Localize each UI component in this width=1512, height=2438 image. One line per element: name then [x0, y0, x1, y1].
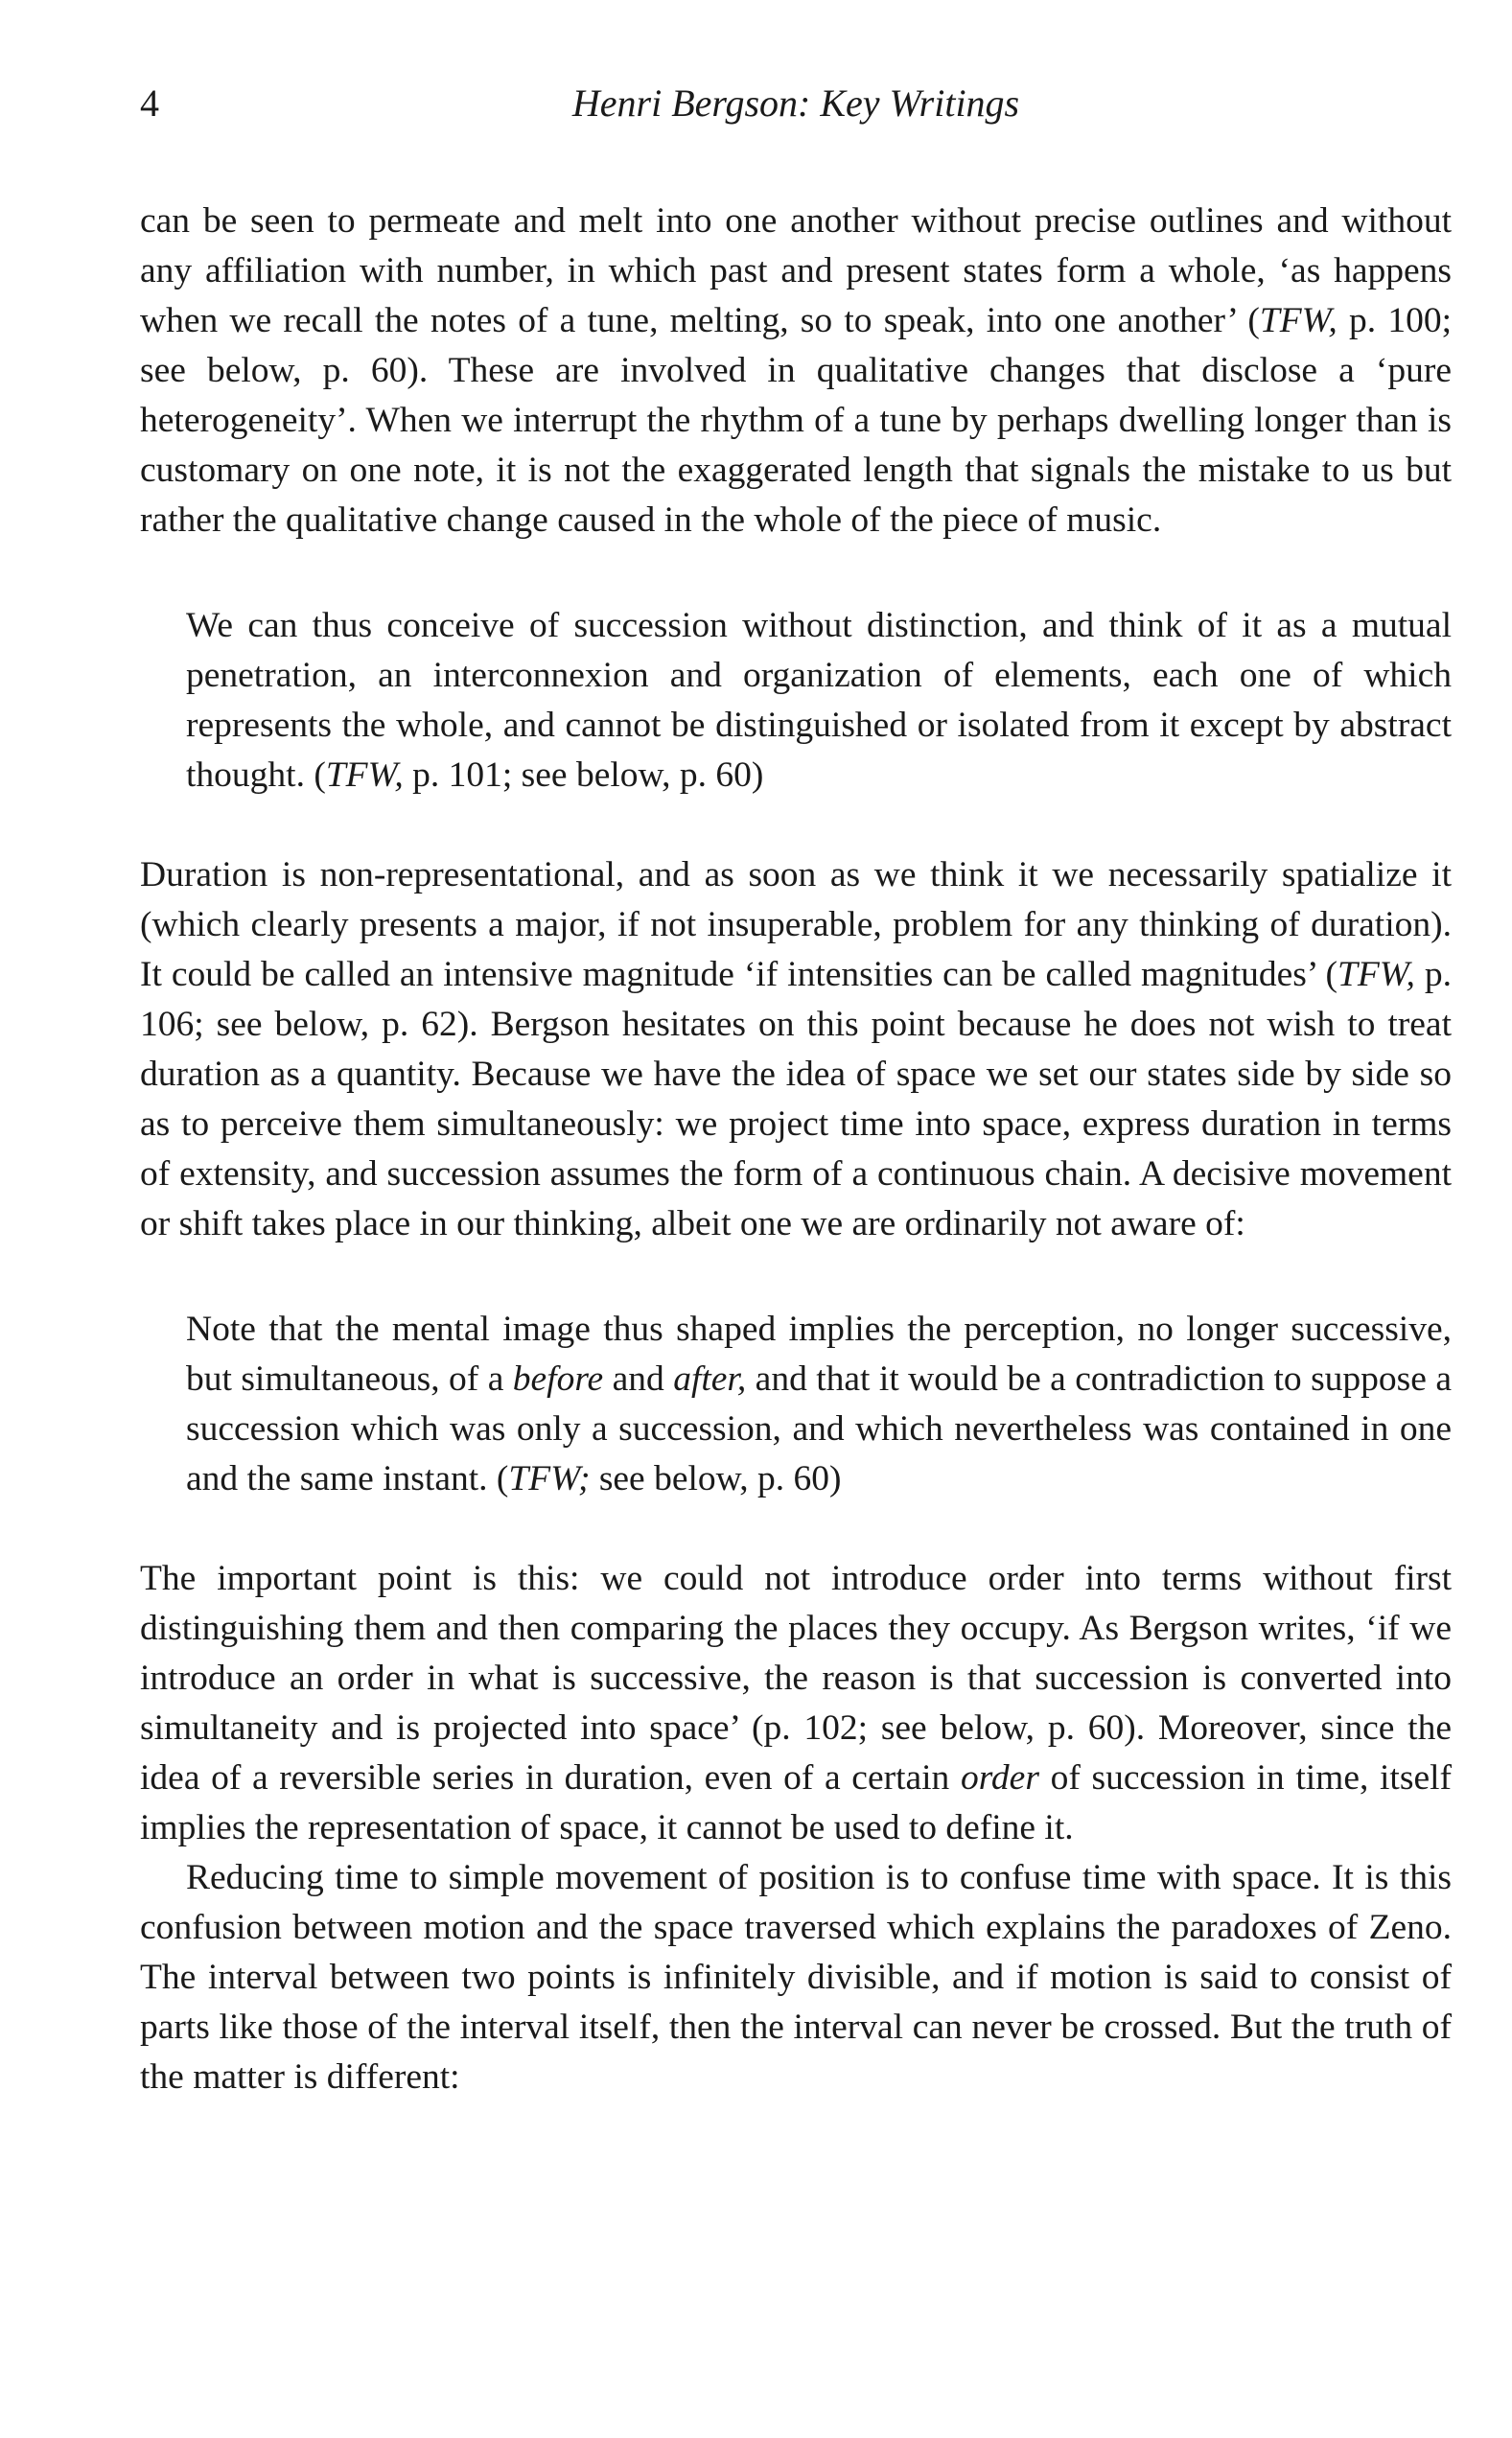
- paragraph-3-emphasis-order: order: [960, 1758, 1039, 1798]
- paragraph-1-text-b: p. 100; see below, p. 60). These are involved in qualitative changes that disclose a ‘pure heterogeneity’. When we interrupt the rhythm of a tune by perhaps dwelling longer than is customary on one note, it is not the exaggerated length that signals the mistake to us but rather the qualitative change caused in the whole of the piece of music.: [140, 301, 1452, 540]
- paragraph-3-text-b: of succession in time, itself implies the representation of space, it cannot be used to define it.: [140, 1758, 1452, 1847]
- paragraph-2: [140, 850, 1452, 1249]
- paragraph-1: [140, 197, 1452, 546]
- running-title: Henri Bergson: Key Writings: [571, 81, 1020, 125]
- paragraph-2-citation: TFW,: [1337, 955, 1415, 994]
- block-quote-2-text-b: and: [603, 1359, 674, 1399]
- block-quote-1-text-b: p. 101; see below, p. 60): [403, 755, 764, 795]
- block-quote-1: [186, 601, 1452, 801]
- block-quote-2-text-d: see below, p. 60): [590, 1459, 842, 1498]
- block-quote-2-emphasis-before: before: [512, 1359, 604, 1399]
- paragraph-2-text-a: Duration is non-representational, and as soon as we think it we necessarily spatialize it (which clearly presents a major, if not insuperable, problem for any thinking of duration). It could be called an intensive magnitude ‘if intensities can be called magnitudes’ (: [140, 855, 1452, 994]
- paragraph-1-citation: TFW,: [1259, 301, 1338, 340]
- paragraph-3: [140, 1554, 1452, 1853]
- paragraph-4: Reducing time to simple movement of position is to confuse time with space. It is this confusion between motion and the space traversed which explains the paradoxes of Zeno. The interval between two points is infinitely divisible, and if motion is said to consist of parts like those of the interval itself, then the interval can never be crossed. But the truth of the matter is different:: [140, 1858, 1452, 2097]
- block-quote-1-citation: TFW,: [325, 755, 404, 795]
- page-number: 4: [140, 81, 159, 125]
- block-quote-2-text-a: Note that the mental image thus shaped implies the perception, no longer successive, but simultaneous, of a: [186, 1310, 1452, 1399]
- paragraph-2-text-b: p. 106; see below, p. 62). Bergson hesitates on this point because he does not wish to treat duration as a quantity. Because we have the idea of space we set our states side by side so as to perceive them simultaneously: we project time into space, express duration in terms of extensity, and succession assumes the form of a continuous chain. A decisive movement or shift takes place in our thinking, albeit one we are ordinarily not aware of:: [140, 955, 1452, 1243]
- block-quote-2-text-c: and that it would be a contradiction to suppose a succession which was only a succession, and which nevertheless was contained in one and the same instant. (: [186, 1359, 1452, 1498]
- block-quote-2-emphasis-after: after,: [673, 1359, 747, 1399]
- block-quote-2-citation: TFW;: [508, 1459, 591, 1498]
- page-header: [140, 81, 1452, 138]
- block-quote-1-text-a: We can thus conceive of succession without distinction, and think of it as a mutual penetration, an interconnexion and organization of elements, each one of which represents the whole, and cannot be distinguished or isolated from it except by abstract thought. (: [186, 606, 1452, 795]
- paragraph-3-text-a: The important point is this: we could not introduce order into terms without first distinguishing them and then comparing the places they occupy. As Bergson writes, ‘if we introduce an order in what is successive, the reason is that succession is converted into simultaneity and is projected into space’ (p. 102; see below, p. 60). Moreover, since the idea of a reversible series in duration, even of a certain: [140, 1559, 1452, 1798]
- block-quote-2: [186, 1305, 1452, 1504]
- page-body: [140, 197, 1452, 2102]
- paragraph-1-text-a: can be seen to permeate and melt into one another without precise outlines and without any affiliation with number, in which past and present states form a whole, ‘as happens when we recall the notes of a tune, melting, so to speak, into one another’ (: [140, 201, 1452, 340]
